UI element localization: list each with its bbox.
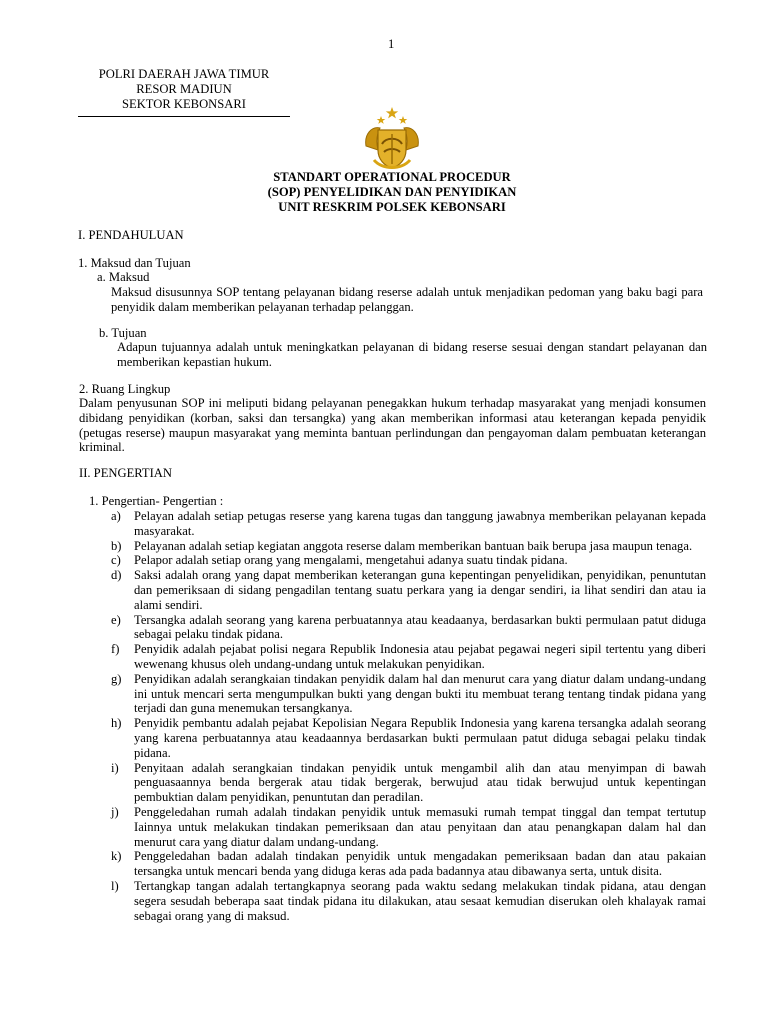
item-text: Pelayanan adalah setiap kegiatan anggota reserse dalam memberikan bantuan baik berupa jasa maupun tenaga. <box>134 538 693 553</box>
definition-item <box>111 612 706 643</box>
item-text: Penyitaan adalah serangkaian tindakan penyidik untuk mengambil alih dan atau menyimpan di bawah penguasaannya benda bergerak atau tidak bergerak, berwujud atau tidak berwujud untuk kepentingan pembuktian dalam penyidikan, penuntutan dan peradilan. <box>134 760 706 805</box>
title-line-1: STANDART OPERATIONAL PROCEDUR <box>273 170 511 184</box>
item-text: Pelapor adalah setiap orang yang mengalami, mengetahui adanya suatu tindak pidana. <box>134 553 568 568</box>
item-letter: j) <box>111 804 119 819</box>
item-text: Penggeledahan rumah adalah tindakan penyidik untuk memasuki rumah tempat tinggal dan tempat tertutup Iainnya untuk melakukan tindakan pemeriksaan dan atau penyitaan dan atau penangkapan dalam hal dan menurut cara yang diatur dalam undang-undang. <box>134 804 706 849</box>
item-letter: h) <box>111 716 122 731</box>
definition-item <box>111 671 706 716</box>
section-1-heading: I. PENDAHULUAN <box>78 228 184 242</box>
maksud-label: a. Maksud <box>97 270 150 284</box>
item-text: Penyidik pembantu adalah pejabat Kepolisian Negara Republik Indonesia yang karena tersangka adalah seorang yang karena perbuatannya atau keadaannya berdasarkan bukti permulaan patut diduga sebagai pelaku tindak pidana. <box>134 716 706 760</box>
item-text: Saksi adalah orang yang dapat memberikan keterangan guna kepentingan penyelidikan, penyidikan, penuntutan dan pemeriksaan di sidang pengadilan tentang suatu perkara yang ia dengar sendiri, ia lihat sendiri dan atau ia alami sendiri. <box>134 568 706 612</box>
item-letter: b) <box>111 538 122 553</box>
emblem-icon <box>356 104 428 172</box>
item-letter: k) <box>111 849 122 864</box>
definition-item <box>111 804 706 849</box>
item-text: Pelayan adalah setiap petugas reserse yang karena tugas dan tanggung jawabnya memberikan pelayanan kepada masyarakat. <box>134 509 706 538</box>
item-text: Tertangkap tangan adalah tertangkapnya seorang pada waktu sedang melakukan tindak pidana, atau dengan segera sesudah beberapa saat tindak pidana itu dilakukan, atau sesaat kemudian diserukan oleh khalayak ramai sebagai orang yang di maksud. <box>134 878 706 923</box>
definition-item <box>111 509 706 539</box>
definition-item <box>111 849 706 879</box>
item-letter: c) <box>111 553 121 568</box>
subsection-2-heading: 2. Ruang Lingkup <box>79 382 171 396</box>
item-text: Penyidik adalah pejabat polisi negara Republik Indonesia atau pejabat pegawai negeri sipil tertentu yang diberi wewenang khusus oleh undang-undang untuk melakukan penyidikan. <box>134 642 706 671</box>
item-letter: g) <box>111 671 122 686</box>
tujuan-text: Adapun tujuannya adalah untuk meningkatkan pelayanan di bidang reserse sesuai dengan standart pelayanan dan memberikan kepastian hukum. <box>117 340 707 369</box>
definition-item <box>111 716 706 760</box>
definition-item <box>111 553 706 568</box>
tujuan-label: b. Tujuan <box>99 326 147 340</box>
title-line-2: (SOP) PENYELIDIKAN DAN PENYIDIKAN <box>267 184 517 199</box>
definition-item <box>111 878 706 923</box>
item-letter: l) <box>111 878 119 893</box>
document-title <box>150 170 634 214</box>
item-text: Penyidikan adalah serangkaian tindakan penyidik dalam hal dan menurut cara yang diatur dalam undang-undang ini untuk mencari serta mengumpulkan bukti yang dengan bukti itu membuat terang tentang tindak pidana yang terjadi dan guna menemukan tersangkanya. <box>134 671 706 716</box>
item-letter: f) <box>111 642 120 657</box>
definition-item <box>111 568 706 612</box>
item-letter: d) <box>111 568 122 583</box>
definition-item <box>111 538 706 554</box>
item-letter: i) <box>111 760 119 775</box>
definitions-list <box>111 509 706 923</box>
ruang-lingkup-text: Dalam penyusunan SOP ini meliputi bidang pelayanan penegakkan hukum terhadap masyarakat yang menjadi konsumen dibidang penyidikan (korban, saksi dan tersangka) yang akan memberikan informasi atau keterangan kepada penyidik (petugas reserse) maupun masyarakat yang meminta bantuan perlindungan dan pengayoman dalam pembuatan keterangan kriminal. <box>79 396 706 455</box>
definition-item <box>111 760 706 805</box>
header-underline <box>78 116 290 117</box>
definition-item <box>111 642 706 672</box>
polri-emblem <box>356 104 428 172</box>
item-letter: e) <box>111 612 121 627</box>
section-2-heading: II. PENGERTIAN <box>79 466 172 480</box>
header-line-1: POLRI DAERAH JAWA TIMUR <box>98 67 270 81</box>
page-number: 1 <box>388 37 395 51</box>
item-text: Penggeledahan badan adalah tindakan penyidik untuk mengadakan pemeriksaan badan dan atau pakaian tersangka untuk mencari benda yang diduga keras ada pada badannya atau dibawanya serta, untuk disita. <box>134 849 706 879</box>
maksud-text: Maksud disusunnya SOP tentang pelayanan bidang reserse adalah untuk menjadikan pedoman yang baku bagi para penyidik dalam memberikan pelayanan terhadap pelanggan. <box>111 285 703 314</box>
title-line-3: UNIT RESKRIM POLSEK KEBONSARI <box>278 199 506 214</box>
pengertian-heading: 1. Pengertian- Pengertian : <box>89 494 224 508</box>
item-letter: a) <box>111 509 121 523</box>
header-line-3: SEKTOR KEBONSARI <box>122 96 246 111</box>
header-block <box>78 67 290 111</box>
item-text: Tersangka adalah seorang yang karena perbuatannya atau keadaanya, berdasarkan bukti permulaan patut diduga sebagai pelaku tindak pidana. <box>134 612 706 642</box>
header-line-2: RESOR MADIUN <box>136 81 232 96</box>
subsection-1-heading: 1. Maksud dan Tujuan <box>78 256 191 270</box>
